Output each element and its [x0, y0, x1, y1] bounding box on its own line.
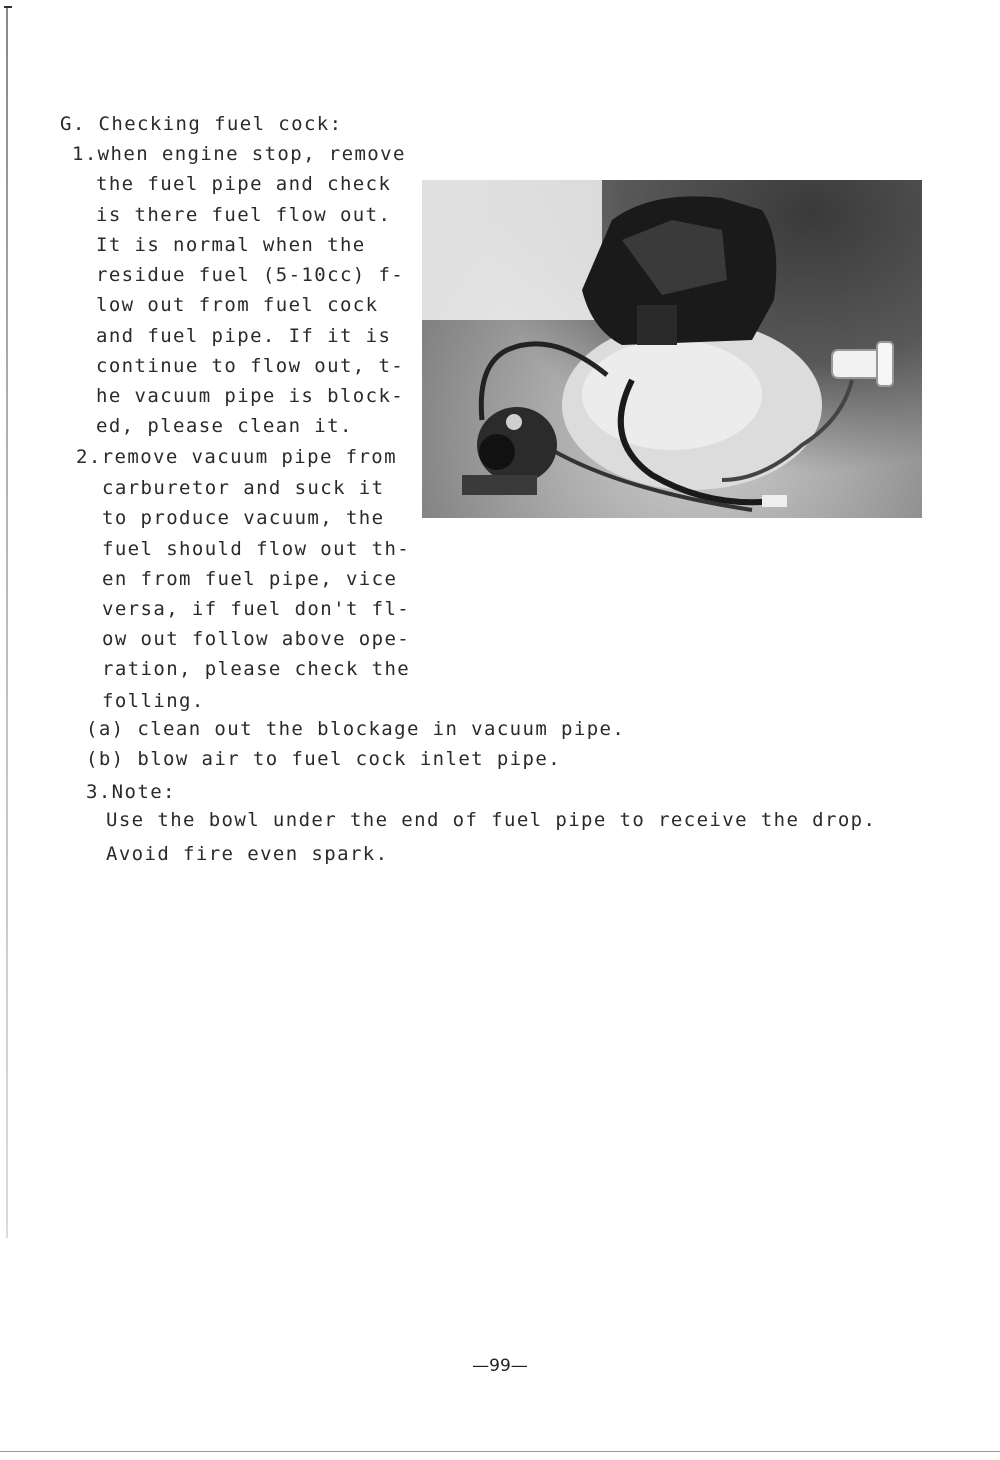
page-bottom-rule — [0, 1451, 1000, 1452]
step-1-line: ed, please clean it. — [96, 415, 353, 437]
step-2-line: ration, please check the — [102, 658, 411, 680]
step-1-line: he vacuum pipe is block- — [96, 385, 405, 407]
note-heading: 3.Note: — [86, 781, 176, 803]
step-2-line: carburetor and suck it — [102, 477, 385, 499]
step-2-line: to produce vacuum, the — [102, 507, 385, 529]
step-1-line: and fuel pipe. If it is — [96, 325, 392, 347]
note-line: Avoid fire even spark. — [106, 843, 389, 865]
fuel-cock-photo — [422, 180, 922, 518]
step-1-line: the fuel pipe and check — [96, 173, 392, 195]
step-1-line: is there fuel flow out. — [96, 204, 392, 226]
step-1-line: low out from fuel cock — [96, 294, 379, 316]
section-heading: G. Checking fuel cock: — [60, 113, 343, 135]
binding-edge — [6, 8, 8, 1238]
sub-item-b: (b) blow air to fuel cock inlet pipe. — [86, 748, 562, 770]
step-2-line: ow out follow above ope- — [102, 628, 411, 650]
step-2-line: en from fuel pipe, vice — [102, 568, 398, 590]
step-1-line: 1.when engine stop, remove — [72, 143, 406, 165]
step-1-line: It is normal when the — [96, 234, 366, 256]
step-1-line: continue to flow out, t- — [96, 355, 405, 377]
step-2-line: 2.remove vacuum pipe from — [76, 446, 397, 468]
step-2-line: fuel should flow out th- — [102, 538, 411, 560]
step-2-line: versa, if fuel don't fl- — [102, 598, 411, 620]
note-line: Use the bowl under the end of fuel pipe to receive the drop. — [106, 809, 877, 831]
step-2-line: folling. — [102, 690, 205, 712]
page-number: —99— — [472, 1356, 528, 1376]
fuel-cock-illustration — [422, 180, 922, 518]
step-1-line: residue fuel (5-10cc) f- — [96, 264, 405, 286]
sub-item-a: (a) clean out the blockage in vacuum pipe. — [86, 718, 626, 740]
